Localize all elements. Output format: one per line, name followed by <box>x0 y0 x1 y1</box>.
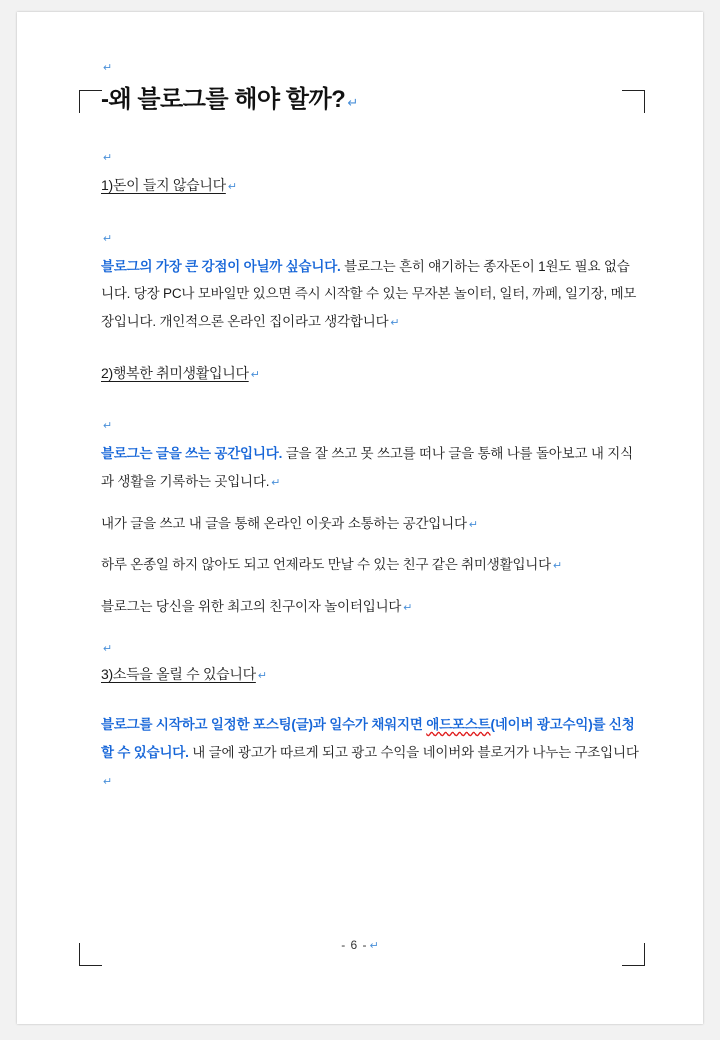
highlighted-lead-text-2: (네이버 광고수익)를 신청할 수 있습니다. <box>101 717 635 760</box>
spacer <box>101 336 641 360</box>
pilcrow-icon: ↵ <box>369 940 379 952</box>
page-title-text: -왜 블로그를 해야 할까? <box>101 86 346 113</box>
spacer <box>101 496 641 510</box>
section-heading-1 <box>101 172 641 199</box>
highlighted-lead-text: 블로그를 시작하고 일정한 포스팅(글)과 일수가 채워지면 <box>101 717 427 733</box>
section-heading-1-text: 1)돈이 들지 않습니다 <box>101 177 226 193</box>
body-text: 하루 온종일 하지 않아도 되고 언제라도 만날 수 있는 친구 같은 취미생활입니다 <box>101 557 551 573</box>
section-heading-2-text: 2)행복한 취미생활입니다 <box>101 364 249 381</box>
pilcrow-icon: ↵ <box>227 181 237 193</box>
page-title <box>101 82 641 118</box>
spellcheck-term: 애드포스트 <box>426 717 491 733</box>
pilcrow-icon: ↵ <box>103 232 113 245</box>
pilcrow-icon: ↵ <box>403 601 413 614</box>
paragraph-mark <box>101 223 641 253</box>
spacer <box>101 687 641 711</box>
highlighted-lead-text: 블로그는 글을 쓰는 공간입니다. <box>101 446 283 462</box>
paragraph-mark <box>101 52 641 82</box>
section-2-paragraph-2 <box>101 510 641 538</box>
pilcrow-icon: ↵ <box>347 95 358 110</box>
pilcrow-icon: ↵ <box>552 560 563 573</box>
pilcrow-icon: ↵ <box>390 316 400 329</box>
section-heading-3-text: 3)소득을 올릴 수 있습니다 <box>101 665 256 682</box>
body-text: 블로그는 당신을 위한 최고의 친구이자 놀이터입니다 <box>101 598 402 614</box>
pilcrow-icon: ↵ <box>250 368 260 381</box>
spacer <box>101 386 641 410</box>
section-heading-3 <box>101 661 641 688</box>
body-text: 내 글에 광고가 따르게 되고 광고 수익을 네이버와 블로거가 나누는 구조입니다 <box>188 744 639 760</box>
highlighted-lead-text: 블로그의 가장 큰 강점이 아닐까 싶습니다. <box>101 258 341 274</box>
section-2-paragraph-3 <box>101 551 641 579</box>
pilcrow-icon: ↵ <box>103 152 113 164</box>
pilcrow-icon: ↵ <box>103 775 113 788</box>
spacer <box>101 537 641 551</box>
pilcrow-icon: ↵ <box>103 62 113 74</box>
page-number: - 6 - <box>341 938 368 952</box>
spacer <box>101 118 641 142</box>
spacer <box>101 199 641 223</box>
section-2-paragraph-1 <box>101 440 641 495</box>
section-1-paragraph-1 <box>101 253 641 336</box>
spacer <box>101 579 641 593</box>
section-heading-2 <box>101 360 641 387</box>
body-text: 내가 글을 쓰고 내 글을 통해 온라인 이웃과 소통하는 공간입니다 <box>101 515 467 531</box>
document-page <box>17 12 703 1024</box>
paragraph-mark <box>101 410 641 440</box>
body-text: 블로그는 흔히 얘기하는 종자돈이 1원도 필요 없습니다. 당장 PC나 모바일만 있으면 즉시 시작할 수 있는 무자본 놀이터, 일터, 까페, 일기장, 메모장입니다. 개인적으론 온라인 집이라고 생각합니다 <box>101 258 637 329</box>
paragraph-mark <box>101 635 641 661</box>
pilcrow-icon: ↵ <box>103 420 113 433</box>
spacer <box>101 621 641 635</box>
pilcrow-icon: ↵ <box>271 476 281 489</box>
paragraph-mark <box>101 142 641 172</box>
pilcrow-icon: ↵ <box>257 669 267 682</box>
section-3-paragraph-1 <box>101 711 641 794</box>
pilcrow-icon: ↵ <box>468 518 478 531</box>
crop-mark-top-left <box>79 90 102 113</box>
body-text: 글을 잘 쓰고 못 쓰고를 떠나 글을 통해 나를 돌아보고 내 지식과 생활을 기록하는 곳입니다. <box>101 446 633 489</box>
document-content <box>101 52 641 794</box>
section-2-paragraph-4 <box>101 593 641 621</box>
pilcrow-icon: ↵ <box>103 642 113 655</box>
page-number-footer <box>17 938 703 952</box>
